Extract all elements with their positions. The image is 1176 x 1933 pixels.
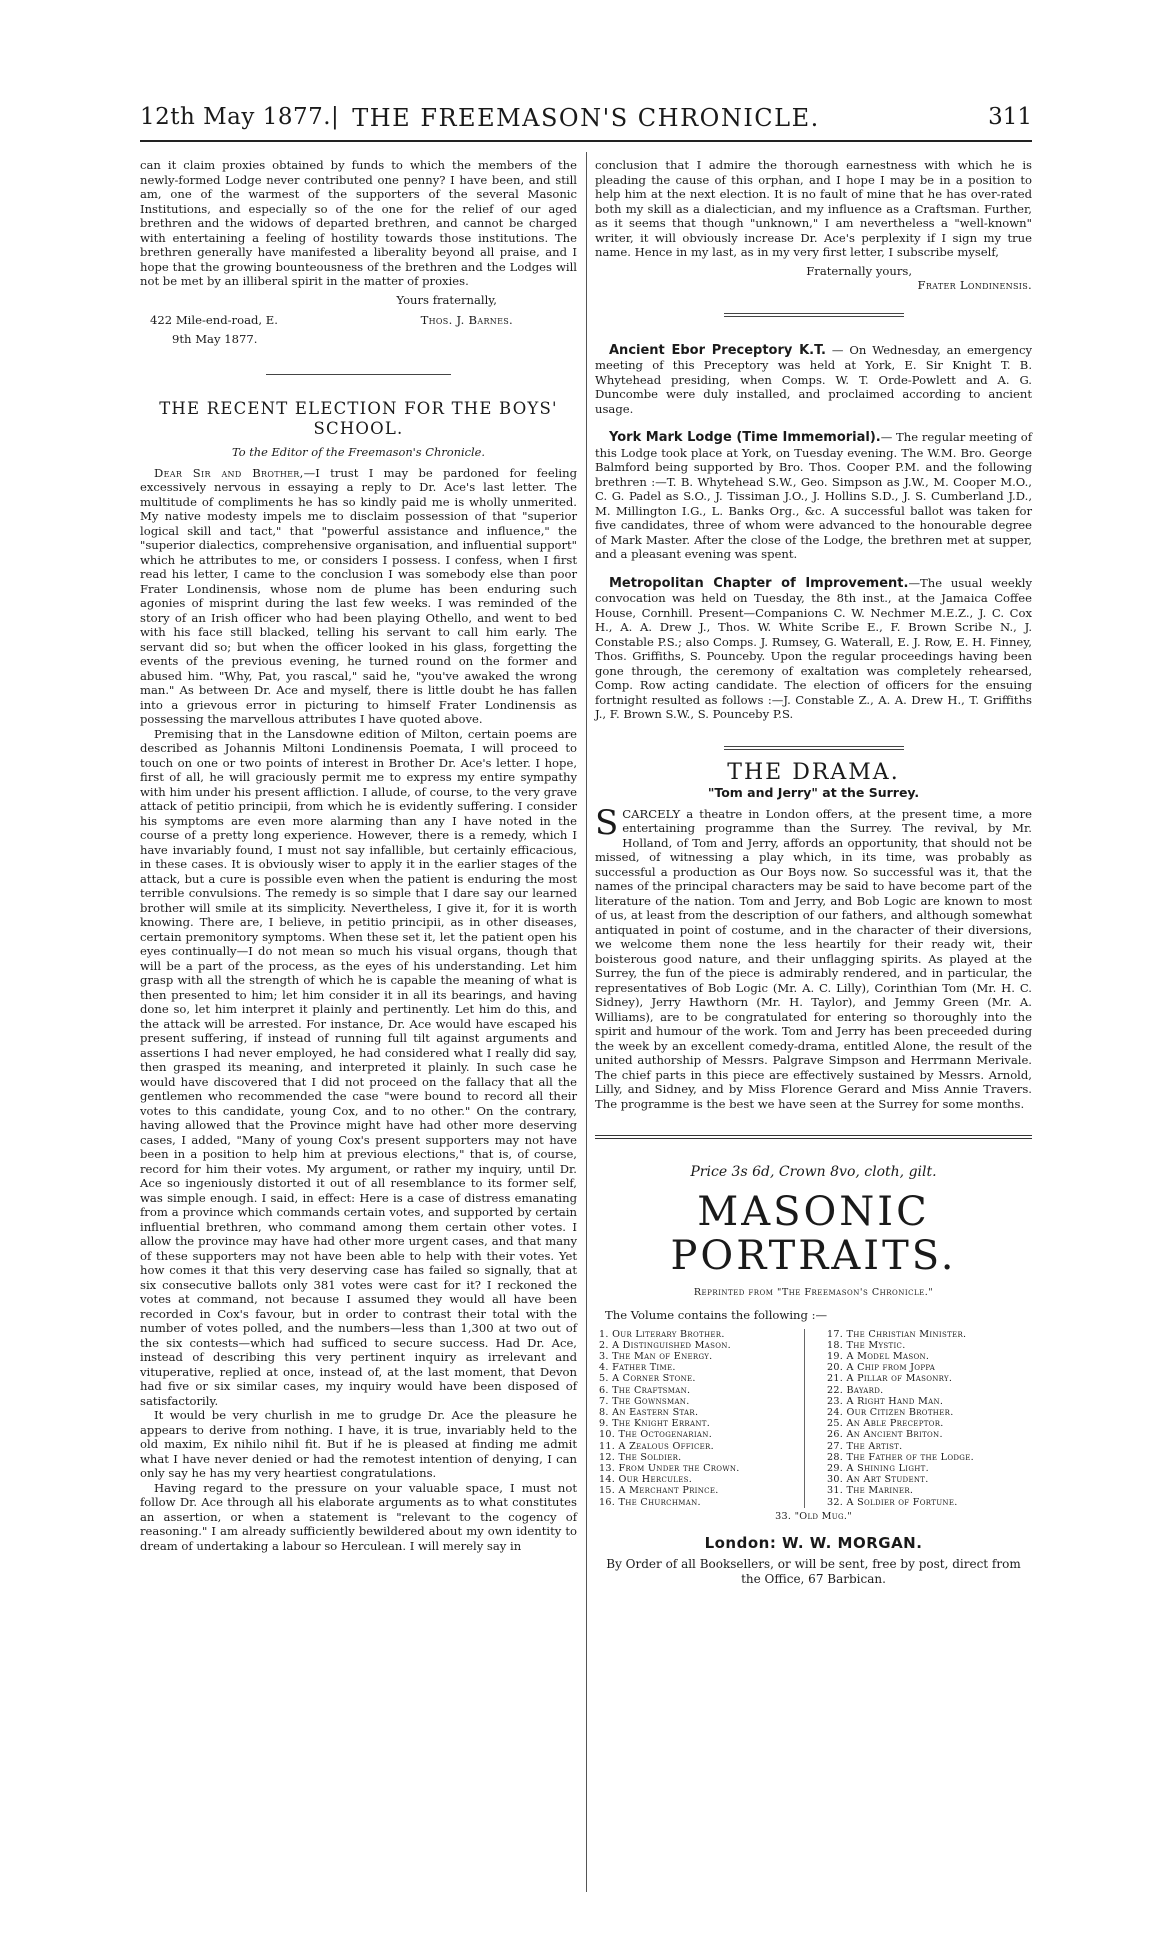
column-divider [586,152,587,1892]
letter-paragraph: can it claim proxies obtained by funds to which the members of the newly-formed Lodge never contributed one penny? I have been, and still am, one of the warmest of the supporters of the several Masonic Institutions, and especially so of the one for the relief of our aged brethren and the widows of departed brethren, and cannot be charged with entertaining a feeling of hostility towards those institutions. The brethren generally have manifested a liberality beyond all praise, and I hope that the growing bounteousness of the brethren and the Lodges will not be met by an illiberal spirit in the matter of proxies. [140,158,577,288]
ad-contents-item: 32. A Soldier of Fortune. [827,1496,958,1508]
ad-contents-item: 7. The Gownsman. [599,1395,690,1407]
ad-order-info: By Order of all Booksellers, or will be sent, free by post, direct from the Office, 67 Barbican. [606,1556,1021,1586]
ad-contents-item: 4. Father Time. [599,1362,676,1374]
ad-contents-item: 10. The Octogenarian. [599,1429,713,1441]
salutation: Dear Sir and Brother, [154,465,304,480]
continuation-signature: Frater Londinensis. [917,278,1032,292]
election-paragraph-2: Premising that in the Lansdowne edition of Milton, certain poems are described as Johannis Miltoni Londinensis Poemata, I will proceed to touch on one or two points of interest in Brother Dr. Ace's letter. I hope, first of all, he will graciously permit me to express my entire sympathy with him under his present affliction. I allude, of course, to the very grave attack of petitio principii, from which he is evidently suffering. I consider his symptoms are even more alarming than any I have noted in the course of a pretty long experience. However, there is a remedy, which I have invariably found, I must not say infallible, but certainly efficacious, in these cases. It is obviously wiser to apply it in the earlier stages of the attack, but a cure is possible even when the patient is enduring the most terrible convulsions. The remedy is so simple that I dare say our learned brother will smile at its simplicity. Nevertheless, I give it, for it is worth knowing. There are, I believe, in petitio principii, as in other diseases, certain premonitory symptoms. When these set it, let the patient open his eyes continually—I do not mean so much his visual organs, though that will be a part of the process, as the eyes of his understanding. Let him grasp with all the strength of which he is capable the meaning of what is then presented to him; let him consider it in all its bearings, and having done so, let him interpret it plainly and pertinently. Let him do this, and the attack will be arrested. For instance, Dr. Ace would have escaped his present suffering, if instead of running full tilt against arguments and assertions I had never employed, he had considered what I really did say, then grasped its meaning, and interpreted it plainly. In such case he would have discovered that I did not proceed on the fallacy that all the gentlemen who recommended the case "were bound to record all their votes to this candidate, young Cox, and to no other." On the contrary, having allowed that the Province might have had other more deserving cases, I added, "Many of young Cox's present supporters may not have been in a position to help him at previous elections," that is, of course, record for him their votes. My argument, or rather my inquiry, until Dr. Ace so ingeniously distorted it out of all resemblance to its former self, was simple enough. I said, in effect: Here is a case of distress emanating from a province which commands certain votes, and supported by certain influential brethren, who command among them certain other votes. I allow the province may have had other more urgent cases, and that many of these supporters may not have been able to help with their votes. Yet how comes it that this very deserving case has failed so signally, that at six consecutive ballots only 381 votes were cast for it? I reckoned the votes at command, not because I assumed they would all have been recorded in Cox's favour, but in order to contrast their total with the number of votes polled, and the numbers—less than 1,300 at two out of the six contests—which had sufficed to secure success. Had Dr. Ace, instead of describing this very pertinent inquiry as irrelevant and vituperative, replied at once, instead of, at the last moment, that Devon had five or six similar cases, my inquiry would have been disposed of satisfactorily. [140,726,577,1408]
left-column [140,158,577,1553]
metropolitan-text: —The usual weekly convocation was held on Tuesday, the 8th inst., at the Jamaica Coffee House, Cornhill. Present—Companions C. W. Nechmer M.E.Z., J. C. Cox H., A. A. Drew J., Thos. W. White Scribe E., F. Brown Scribe N., J. Constable P.S.; also Comps. J. Rumsey, G. Waterall, E. J. Row, E. H. Finney, Thos. Griffiths, S. Pounceby. Upon the regular proceedings having been gone through, the ceremony of exaltation was completely rehearsed, Comp. Row acting candidate. The election of officers for the ensuing fortnight resulted as follows :—J. Constable Z., A. A. Drew H., T. Griffiths J., F. Brown S.W., S. Pounceby P.S. [595,575,1032,721]
ad-contents-item: 21. A Pillar of Masonry. [827,1373,953,1385]
york-lead: York Mark Lodge (Time Immemorial). [609,430,881,445]
section-rule-full [595,1135,1032,1139]
letter-signature: Thos. J. Barnes. [420,313,513,327]
election-paragraph-3: It would be very churlish in me to grudge Dr. Ace the pleasure he appears to derive from nothing. I have, it is true, invariably held to the old maxim, Ex nihilo nihil fit. But if he is pleased at finding me admit what I have never denied or had the remotest intention of denying, I can only say he has my very heartiest congratulations. [140,1408,577,1480]
header-title: THE FREEMASON'S CHRONICLE. [352,104,820,132]
election-paragraph-4: Having regard to the pressure on your valuable space, I must not follow Dr. Ace through all his elaborate arguments as to what constitutes an assertion, or when a statement is "relevant to the cogency of reasoning." I am already sufficiently bewildered about my own identity to dream of undertaking a labour so Herculean. I will merely say in [140,1480,577,1553]
ad-contents-item: 28. The Father of the Lodge. [827,1451,974,1463]
election-paragraph-1-text: —I trust I may be pardoned for feeling excessively nervous in essaying a reply to Dr. Ace's last letter. The multitude of compliments he has so kindly paid me is wholly unmerited. My native modesty impels me to disclaim possession of that "superior logical skill and tact," that "powerful assistance and influence," the "superior dialectics, comprehensive organisation, and influential support" which he attributes to me, or considers I possess. I confess, when I first read his letter, I came to the conclusion I was somebody else than poor Frater Londinensis, whose nom de plume has been enduring such agonies of misprint during the last few weeks. I was reminded of the story of an Irish officer who had been playing Othello, and went to bed with his face still blacked, telling his servant to call him early. The servant did so; but when the officer looked in his glass, forgetting the events of the previous evening, he turned round on the former and abused him. "Why, Pat, you rascal," said he, "you've awaked the wrong man." As between Dr. Ace and myself, there is little doubt he has fallen into a grievous error in picturing to himself Frater Londinensis as possessing the marvellous attributes I have quoted above. [140,465,577,726]
to-editor-line: To the Editor of the Freemason's Chronicle. [232,445,485,459]
ad-contents-item: 27. The Artist. [827,1440,903,1452]
ad-contents-last: 33. "Old Mug." [775,1510,852,1522]
drama-subtitle: "Tom and Jerry" at the Surrey. [707,785,920,800]
ad-contents-left [595,1329,804,1508]
right-column [595,158,1032,1587]
continuation-paragraph: conclusion that I admire the thorough earnestness with which he is pleading the cause of this orphan, and I hope I may be in a position to help him at the next election. It is no fault of mine that he has over-rated both my skill as a dialectician, and my influence as a Craftsman. Further, as it seems that though "unknown," I am nevertheless a "well-known" writer, it will obviously increase Dr. Ace's perplexity if I sign my true name. Hence in my last, as in my very first letter, I subscribe myself, [595,158,1032,259]
ad-price: Price 3s 6d, Crown 8vo, cloth, gilt. [690,1164,937,1180]
section-rule [266,374,451,375]
ad-contains: The Volume contains the following :— [605,1308,828,1322]
ad-publisher: London: W. W. MORGAN. [704,1534,923,1553]
ad-contents-item: 3. The Man of Energy. [599,1350,713,1362]
ebor-item [595,343,1032,417]
letter-address-line [140,313,577,328]
continuation-closing: Fraternally yours, [806,263,912,278]
drama-title: THE DRAMA. [727,759,900,785]
ad-contents-item: 1. Our Literary Brother. [599,1328,725,1340]
ad-contents-item: 24. Our Citizen Brother. [827,1406,954,1418]
ebor-text: — On Wednesday, an emergency meeting of this Preceptory was held at York, E. Sir Knight T. B. Whytehead presiding, when Comps. W. T. Orde-Powlett and A. G. Duncombe were duly installed, and proclaimed according to ancient usage. [595,342,1032,416]
ad-contents-item: 12. The Soldier. [599,1451,682,1463]
ad-contents-item: 15. A Merchant Prince. [599,1485,719,1497]
ad-contents-item: 14. Our Hercules. [599,1474,693,1486]
drama-dropcap: S [595,802,619,843]
ad-contents-list [595,1329,1032,1508]
ad-contents-item: 30. An Art Student. [827,1474,929,1486]
metropolitan-lead: Metropolitan Chapter of Improvement. [609,575,909,591]
ad-title: MASONIC PORTRAITS. [670,1188,957,1279]
election-paragraph-1 [140,466,577,727]
header-page-number: 311 [988,104,1032,130]
ebor-lead: Ancient Ebor Preceptory K.T. [609,342,826,358]
ad-contents-item: 31. The Mariner. [827,1485,914,1497]
ad-contents-item: 11. A Zealous Officer. [599,1440,714,1452]
ad-contents-item: 5. A Corner Stone. [599,1373,696,1385]
york-text: — The regular meeting of this Lodge took place at York, on Tuesday evening. The W.M. Bro. George Balmford being supported by Bro. Thos. Cooper P.M. and the following brethren :—T. B. Whytehead S.W., Geo. Simpson as J.W., M. Cooper M.O., C. G. Padel as S.O., J. Tissiman J.O., J. Hollins S.D., J. S. Cumberland J.D., M. Millington I.G., L. Banks Org., &c. A successful ballot was taken for five candidates, three of whom were advanced to the honourable degree of Mark Master. After the close of the Lodge, the brethren met at supper, and a pleasant evening was spent. [595,430,1033,561]
ad-contents-item: 25. An Able Preceptor. [827,1418,944,1430]
ad-contents-item: 23. A Right Hand Man. [827,1395,944,1407]
ad-contents-item: 9. The Knight Errant. [599,1418,711,1430]
metropolitan-item [595,576,1032,722]
election-title: THE RECENT ELECTION FOR THE BOYS' SCHOOL. [159,399,558,438]
letter-closing: Yours fraternally, [396,292,497,307]
section-rule-double [724,313,904,317]
ad-contents-item: 26. An Ancient Briton. [827,1429,943,1441]
section-rule-double [724,746,904,750]
drama-text: CARCELY a theatre in London offers, at the present time, a more entertaining programme than the Surrey. The revival, by Mr. Holland, of Tom and Jerry, affords an opportunity, that should not be missed, of witnessing a play which, in its time, was probably as successful a production as Our Boys now. So successful was it, that the names of the principal characters may be said to have become part of the literature of the nation. Tom and Jerry, and Bob Logic are known to most of us, at least from the description of our fathers, and although somewhat antiquated in point of costume, and in the character of their diversions, we welcome them none the less heartily for their ready wit, their boisterous good nature, and their unflagging spirits. As played at the Surrey, the fun of the piece is admirably rendered, and in particular, the representatives of Bob Logic (Mr. A. C. Lilly), Corinthian Tom (Mr. H. C. Sidney), Jerry Hawthorn (Mr. H. Taylor), and Jemmy Green (Mr. A. Williams), are to be congratulated for entering so thoroughly into the spirit and humour of the work. Tom and Jerry has been preceeded during the week by an excellent comedy-drama, entitled Alone, the result of the united authorship of Messrs. Palgrave Simpson and Herrmann Merivale. The chief parts in this piece are effectively sustained by Messrs. Arnold, Lilly, and Sidney, and by Miss Florence Gerard and Miss Annie Travers. The programme is the best we have seen at the Surrey for some months. [595,806,1032,1111]
letter-address: 422 Mile-end-road, E. [150,313,278,327]
ad-contents-item: 13. From Under the Crown. [599,1462,740,1474]
ad-contents-item: 20. A Chip from Joppa [827,1362,936,1374]
letter-date: 9th May 1877. [172,331,258,346]
drama-paragraph [595,802,1032,1112]
ad-contents-item: 8. An Eastern Star. [599,1406,699,1418]
ad-contents-item: 18. The Mystic. [827,1339,906,1351]
ad-contents-item: 29. A Shining Light. [827,1462,929,1474]
ad-contents-item: 22. Bayard. [827,1384,884,1396]
ad-contents-item: 16. The Churchman. [599,1496,701,1508]
page-header [140,104,1032,142]
ad-contents-right [804,1329,1032,1508]
header-date: 12th May 1877.| [140,104,340,130]
ad-contents-item: 19. A Model Mason. [827,1350,930,1362]
ad-contents-item: 17. The Christian Minister. [827,1328,967,1340]
york-item [595,430,1032,562]
ad-contents-item: 6. The Craftsman. [599,1384,691,1396]
ad-reprinted: Reprinted from "The Freemason's Chronicle." [693,1286,934,1298]
ad-contents-item: 2. A Distinguished Mason. [599,1339,732,1351]
